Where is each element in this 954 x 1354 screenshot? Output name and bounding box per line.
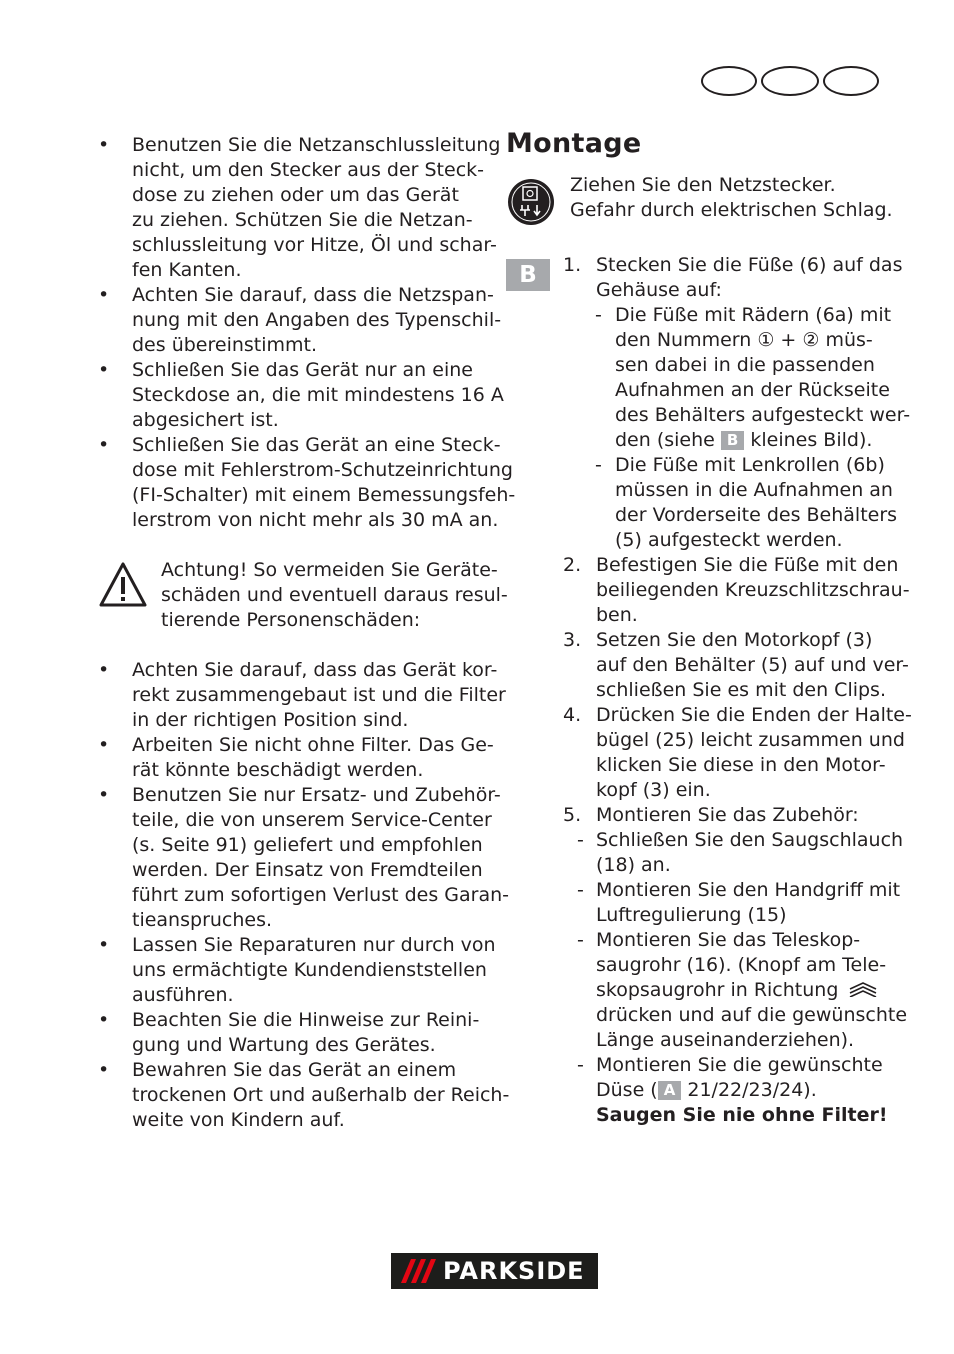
parkside-logo xyxy=(391,1253,598,1289)
step-1 xyxy=(563,253,911,553)
bullet-text-line: werden. Der Einsatz von Fremdteilen xyxy=(132,859,483,881)
unplug-icon xyxy=(506,177,556,227)
step-text: schließen Sie es mit den Clips. xyxy=(596,679,887,701)
step-text: ben. xyxy=(596,604,638,626)
bullet-text-line: schlussleitung vor Hitze, Öl und schar- xyxy=(132,234,497,256)
substep-telescopic-tube: - Montieren Sie das Teleskop- saugrohr (16). (Knopf am Tele- skopsaugrohr in Richtung drücken und auf die gewünschte Länge auseinanderziehen). xyxy=(577,929,908,1051)
bullet-item xyxy=(98,433,516,533)
bullet-item xyxy=(98,933,496,1008)
substep-text: des Behälters aufgesteckt wer- xyxy=(615,404,911,426)
bullet-text-line: (s. Seite 91) geliefert und empfohlen xyxy=(132,834,483,856)
bullet-text-line: nung mit den Angaben des Typenschil- xyxy=(132,309,502,331)
bullet-text-line: teile, die von unserem Service-Center xyxy=(132,809,492,831)
step-3 xyxy=(563,628,909,703)
step-text: Setzen Sie den Motorkopf (3) xyxy=(596,629,873,651)
substep-text: müssen in die Aufnahmen an xyxy=(615,479,893,501)
step-4 xyxy=(563,703,912,803)
bullet-text-line: tieanspruches. xyxy=(132,909,273,931)
bullet-text-line: • Lassen Sie Reparaturen nur durch von xyxy=(132,934,496,956)
bullet-text-line: • Beachten Sie die Hinweise zur Reini- xyxy=(132,1009,480,1031)
substep-text: Luftregulierung (15) xyxy=(596,904,787,926)
safety-bullet-list xyxy=(98,133,516,533)
bullet-text-line: rekt zusammengebaut ist und die Filter xyxy=(132,684,506,706)
figure-a-ref-badge: A xyxy=(658,1081,682,1100)
substep-text: der Vorderseite des Behälters xyxy=(615,504,898,526)
step-text: auf den Behälter (5) auf und ver- xyxy=(596,654,909,676)
bullet-item xyxy=(98,133,501,283)
bullet-text-line: Steckdose an, die mit mindestens 16 A xyxy=(132,384,504,406)
substep-text: saugrohr (16). (Knopf am Tele- xyxy=(596,954,887,976)
warning-triangle-icon xyxy=(98,560,148,610)
bullet-text-line: • Benutzen Sie nur Ersatz- und Zubehör- xyxy=(132,784,501,806)
bullet-text-line: • Benutzen Sie die Netzanschlussleitung xyxy=(132,134,501,156)
bullet-text-line: • Bewahren Sie das Gerät an einem xyxy=(132,1059,457,1081)
bullet-text-line: • Schließen Sie das Gerät an eine Steck- xyxy=(132,434,501,456)
substep-text: Die Füße mit Lenkrollen (6b) xyxy=(615,454,885,476)
step-text: Gehäuse auf: xyxy=(596,279,722,301)
bullet-item xyxy=(98,1058,510,1133)
brand-name: PARKSIDE xyxy=(443,1257,585,1285)
substep-nozzle: - Montieren Sie die gewünschte Düse ( A 21/22/23/24). Saugen Sie nie ohne Filter! xyxy=(577,1054,888,1126)
substep-text: Die Füße mit Rädern (6a) mit xyxy=(615,304,892,326)
substep-text: Länge auseinanderziehen). xyxy=(596,1029,855,1051)
step-number: 1. xyxy=(563,254,582,276)
step-text: bügel (25) leicht zusammen und xyxy=(596,729,905,751)
language-indicator xyxy=(701,66,879,96)
filter-warning-text: Saugen Sie nie ohne Filter! xyxy=(596,1104,888,1126)
step-2 xyxy=(563,553,910,628)
step-text: beiliegenden Kreuzschlitzschrau- xyxy=(596,579,910,601)
bullet-item xyxy=(98,358,504,433)
step-text: kopf (3) ein. xyxy=(596,779,711,801)
bullet-text-line: abgesichert ist. xyxy=(132,409,279,431)
step-text: Befestigen Sie die Füße mit den xyxy=(596,554,899,576)
bullet-text-line: gung und Wartung des Gerätes. xyxy=(132,1034,436,1056)
warning-note xyxy=(98,558,508,633)
figure-b-badge: B xyxy=(506,259,550,291)
text-line: Gefahr durch elektrischen Schlag. xyxy=(570,199,893,221)
substep-text: Montieren Sie die gewünschte xyxy=(596,1054,883,1076)
bullet-item xyxy=(98,733,494,783)
substep-text: (5) aufgesteckt werden. xyxy=(615,529,843,551)
substep-rear-feet: - Die Füße mit Rädern (6a) mit den Nummern ① + ② müs- sen dabei in die passenden Aufnahmen an der Rückseite des Behälters aufgesteckt wer- den (siehe B kleines Bild). xyxy=(595,304,911,451)
figure-b-ref-badge: B xyxy=(721,431,744,450)
substep-hose: - Schließen Sie den Saugschlauch (18) an. xyxy=(577,829,904,876)
bullet-text-line: uns ermächtigte Kundendienststellen xyxy=(132,959,487,981)
bullet-text-line: (FI-Schalter) mit einem Bemessungsfeh- xyxy=(132,484,516,506)
left-column xyxy=(98,133,516,1133)
step-text: Stecken Sie die Füße (6) auf das xyxy=(596,254,903,276)
substep-text: den (siehe xyxy=(615,429,715,451)
text-line: schäden und eventuell daraus resul- xyxy=(161,584,508,606)
bullet-text-line: dose mit Fehlerstrom-Schutzeinrichtung xyxy=(132,459,513,481)
warning-text xyxy=(161,558,508,633)
bullet-text-line: • Schließen Sie das Gerät nur an eine xyxy=(132,359,473,381)
text-line: tierende Personenschäden: xyxy=(161,609,421,631)
bullet-text-line: rät könnte beschädigt werden. xyxy=(132,759,424,781)
substep-text: (18) an. xyxy=(596,854,671,876)
bullet-text-line: • Arbeiten Sie nicht ohne Filter. Das Ge- xyxy=(132,734,494,756)
step-number: 4. xyxy=(563,704,582,726)
damage-prevention-list xyxy=(98,658,510,1133)
unplug-notice xyxy=(506,174,906,227)
text-line: Achtung! So vermeiden Sie Geräte- xyxy=(161,559,498,581)
substep-text: sen dabei in die passenden xyxy=(615,354,875,376)
substep-text: Montieren Sie das Teleskop- xyxy=(596,929,861,951)
substep-text: Aufnahmen an der Rückseite xyxy=(615,379,890,401)
assembly-steps xyxy=(506,253,912,1128)
bullet-text-line: in der richtigen Position sind. xyxy=(132,709,409,731)
language-oval xyxy=(823,66,879,96)
substep-text: drücken und auf die gewünschte xyxy=(596,1004,908,1026)
bullet-text-line: weite von Kindern auf. xyxy=(132,1109,345,1131)
substep-text: Montieren Sie den Handgriff mit xyxy=(596,879,901,901)
substep-text: skopsaugrohr in Richtung xyxy=(596,979,839,1001)
step-number: 2. xyxy=(563,554,582,576)
bullet-item xyxy=(98,283,502,358)
bullet-text-line: führt zum sofortigen Verlust des Garan- xyxy=(132,884,509,906)
step-text: Montieren Sie das Zubehör: xyxy=(596,804,859,826)
bullet-text-line: dose zu ziehen oder um das Gerät xyxy=(132,184,459,206)
bullet-item xyxy=(98,783,509,933)
language-oval xyxy=(761,66,819,96)
bullet-text-line: fen Kanten. xyxy=(132,259,242,281)
step-5 xyxy=(563,803,906,1128)
bullet-item xyxy=(98,658,506,733)
language-oval xyxy=(701,66,757,96)
text-line: Ziehen Sie den Netzstecker. xyxy=(570,174,836,196)
bullet-text-line: lerstrom von nicht mehr als 30 mA an. xyxy=(132,509,499,531)
bullet-text-line: zu ziehen. Schützen Sie die Netzan- xyxy=(132,209,473,231)
bullet-text-line: ausführen. xyxy=(132,984,234,1006)
substep-front-casters: - Die Füße mit Lenkrollen (6b) müssen in die Aufnahmen an der Vorderseite des Behälters (5) aufgesteckt werden. xyxy=(595,454,898,551)
substep-handle: - Montieren Sie den Handgriff mit Luftregulierung (15) xyxy=(577,879,901,926)
bullet-text-line: • Achten Sie darauf, dass das Gerät kor- xyxy=(132,659,498,681)
bullet-text-line: des übereinstimmt. xyxy=(132,334,318,356)
step-number: 3. xyxy=(563,629,582,651)
step-list xyxy=(563,253,912,1128)
step-text: Drücken Sie die Enden der Halte- xyxy=(596,704,912,726)
bullet-text-line: trockenen Ort und außerhalb der Reich- xyxy=(132,1084,510,1106)
substep-text: Düse ( xyxy=(596,1079,658,1101)
right-column xyxy=(506,128,912,1128)
bullet-item xyxy=(98,1008,488,1058)
logo-stripes-icon xyxy=(391,1253,441,1289)
step-number: 5. xyxy=(563,804,582,826)
substep-text: Schließen Sie den Saugschlauch xyxy=(596,829,904,851)
step-text: klicken Sie diese in den Motor- xyxy=(596,754,886,776)
substep-text: kleines Bild). xyxy=(750,429,873,451)
chevrons-up-icon xyxy=(848,981,878,997)
bullet-text-line: • Achten Sie darauf, dass die Netzspan- xyxy=(132,284,494,306)
bullet-text-line: nicht, um den Stecker aus der Steck- xyxy=(132,159,485,181)
section-heading: Montage xyxy=(506,128,642,159)
unplug-text xyxy=(570,173,893,223)
substep-text: 21/22/23/24). xyxy=(687,1079,817,1101)
substep-text: den Nummern ① + ② müs- xyxy=(615,329,873,351)
